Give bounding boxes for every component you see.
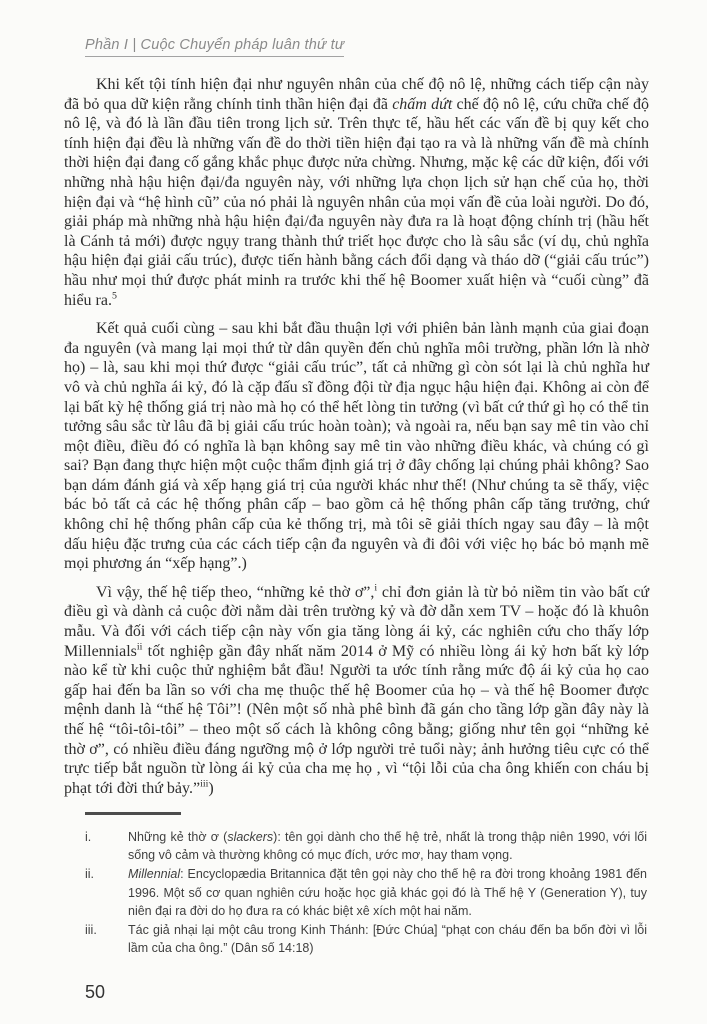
footnote-marker: ii: [136, 641, 143, 653]
footnote-marker: 5: [111, 290, 117, 302]
text-run: chế độ nô lệ, cứu chữa chế độ nô lệ, và đó là lần đầu tiên trong lịch sử. Trên thực tế, hầu hết các vấn đề bị quy kết cho tính hiện đại đều là những vấn đề do thời tiền hiện đại tạo ra và là những vấn đề mà chính thời hiện đại đang cố gắng khắc phục được nửa chừng. Nhưng, mặc kệ các dữ kiện, đối với những nhà hậu hiện đại/đa nguyên này, với những lựa chọn lịch sử hạn chế của họ, thời hiện đại và “hệ hình cũ” của nó phải là nguyên nhân của mọi vấn đề của loài người. Do đó, giải pháp mà những nhà hậu hiện đại/đa nguyên này đưa ra là hoạt động chính trị (hầu hết là Cánh tả mới) được ngụy trang thành thứ triết học được cho là sâu sắc (ví dụ, chủ nghĩa hậu hiện đại giải cấu trúc), được tiến hành bằng cách đổi dạng và tháo dỡ (“giải cấu trúc”) hầu như mọi thứ được phát minh ra trước khi thế hệ Boomer xuất hiện và “cuối cùng” đã hiểu ra.: [64, 95, 650, 309]
footnote-item: [85, 921, 647, 958]
footnote-text: [128, 828, 647, 865]
footnote-label: i.: [85, 829, 92, 844]
text-run: ): [208, 779, 214, 797]
footnote-item: [85, 828, 647, 865]
italic-text: Millennial: [128, 867, 181, 882]
text-run: ): tên gọi dành cho thế hệ trẻ, nhất là trong thập niên 1990, với lối sống vô cảm và thường không có mục đích, ước mơ, hay tham vọng.: [128, 829, 647, 863]
italic-text: slackers: [227, 829, 274, 844]
text-run: Vì vậy, thế hệ tiếp theo, “những kẻ thờ ơ”,: [96, 583, 375, 601]
text-run: Tác giả nhại lại một câu trong Kinh Thánh: [Đức Chúa] “phạt con cháu đến ba bốn đời vì lỗi lầm của cha ông.” (Dân số 14:18): [128, 922, 647, 956]
text-run: Kết quả cuối cùng – sau khi bắt đầu thuận lợi với phiên bản lành mạnh của giai đoạn đa nguyên (và mang lại mọi thứ từ dân quyền đến chủ nghĩa môi trường, phần lớn là nhờ họ) – là, sau khi mọi thứ được “giải cấu trúc”, tất cả những gì còn sót lại là chủ nghĩa hư vô và chủ nghĩa ái kỷ, đó là cặp đấu sĩ đồng đội từ địa ngục hậu hiện đại. Không ai còn để lại bất kỳ hệ thống giá trị nào mà họ có thể hết lòng tin tưởng (vì bất cứ thứ gì họ có thể tin tưởng sâu sắc từ lâu đã bị giải cấu trúc hoàn toàn); và ngoài ra, nếu bạn say mê tin vào chỉ một điều, điều đó có nghĩa là bạn không say mê tin vào những điều khác, và chúng có gì sai? Bạn đang thực hiện một cuộc thẩm định giá trị ở đây chống lại chúng phải không? Sao bạn dám đánh giá và xếp hạng giá trị của người khác như thế! (Như chúng ta sẽ thấy, việc bác bỏ tất cả các hệ thống phân cấp – bao gồm cả hệ thống phân cấp tăng trưởng, chứ không chỉ hệ thống phân cấp của kẻ thống trị, mà tôi sẽ giải thích ngay sau đây – là một dấu hiệu đặc trưng của các cách tiếp cận đa nguyên và đi đôi với việc họ bác bỏ mạnh mẽ mọi phương án “xếp hạng”.): [64, 320, 649, 573]
footnote-marker: iii: [200, 778, 209, 790]
italic-text: chấm dứt: [392, 95, 453, 113]
footnote-item: [85, 865, 647, 921]
paragraph: [64, 583, 649, 799]
footnote-label: ii.: [85, 867, 95, 882]
footnote-separator: [85, 812, 181, 815]
text-run: chỉ đơn giản là từ bỏ niềm tin vào bất cứ điều gì và dành cả cuộc đời nằm dài trên trường kỷ và đờ dẫn xem TV – hoặc đó là khuôn mẫu. Và đối với cách tiếp cận này vốn gia tăng lòng ái kỷ, các nghiên cứu cho thấy lớp Millennials: [64, 583, 650, 660]
footnote-text: [128, 921, 647, 958]
paragraph: [64, 75, 649, 310]
footnote-label: iii.: [85, 922, 97, 937]
footnote-marker: i: [374, 582, 378, 594]
text-run: Khi kết tội tính hiện đại như nguyên nhân của chế độ nô lệ, những cách tiếp cận này đã bỏ qua dữ kiện rằng chính tinh thần hiện đại đã: [64, 76, 649, 113]
paragraph: [64, 319, 649, 574]
running-header: Phần I | Cuộc Chuyển pháp luân thứ tư: [85, 37, 344, 57]
footnote-text: [128, 865, 647, 921]
footnotes: [85, 828, 649, 958]
body-paragraphs: [64, 75, 649, 798]
text-run: : Encyclopædia Britannica đặt tên gọi này cho thế hệ ra đời trong khoảng 1981 đến 1996. Một số cơ quan nghiên cứu hoặc học giả khác gọi đó là Thế hệ Y (Generation Y), tuy niên đại ra đời do họ đưa ra có khác biệt xê xích một hai năm.: [128, 867, 647, 919]
text-run: tốt nghiệp gần đây nhất năm 2014 ở Mỹ có nhiều lòng ái kỷ hơn bất kỳ lớp nào kể từ khi cuộc thử nghiệm bắt đầu! Người ta ước tính rằng mức độ ái kỷ của họ cao gấp hai đến ba lần so với cha mẹ thuộc thế hệ Boomer của họ – và thế hệ Boomer được mệnh danh là “thế hệ Tôi”! (Nên một số nhà phê bình đã gán cho tầng lớp gần đây này là thế hệ “tôi-tôi-tôi” – theo một số cách là không công bằng; giống như tên gọi “những kẻ thờ ơ”, có nhiều điều đáng ngưỡng mộ ở lớp người trẻ tuổi này; ảnh hưởng tiêu cực có thể trực tiếp bắt nguồn từ lòng ái kỷ của cha mẹ họ , vì “tội lỗi của cha ông khiến con cháu bị phạt tới đời thứ bảy.”: [64, 642, 649, 797]
page-number: 50: [85, 982, 106, 1003]
text-run: Những kẻ thờ ơ (: [128, 829, 228, 844]
